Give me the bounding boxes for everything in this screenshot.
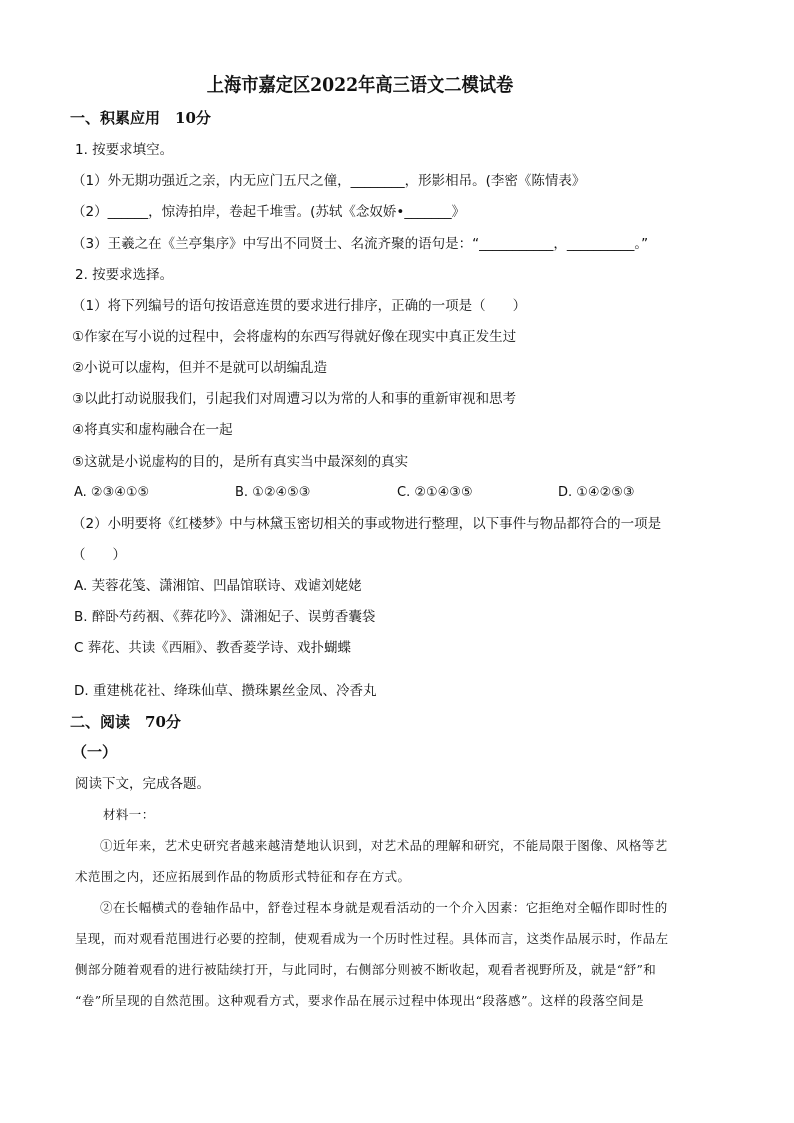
material-line-6: “卷”所呈现的自然范围。这种观看方式，要求作品在展示过程中体现出“段落感”。这样的段落空间是 (75, 993, 644, 1008)
question-2-2-option-a: A. 芙蓉花笺、潇湘馆、凹晶馆联诗、戏谑刘姥姥 (74, 578, 362, 594)
question-2-1-option-d: D. ①④②⑤③ (558, 485, 635, 500)
material-line-5: 侧部分随着观看的进行被陆续打开，与此同时，右侧部分则被不断收起，观看者视野所及，就是“舒”和 (75, 962, 657, 977)
material-line-2: 术范围之内，还应拓展到作品的物质形式特征和存在方式。 (75, 869, 411, 884)
question-1-prompt: 1. 按要求填空。 (75, 142, 174, 158)
question-2-2-stem: （2）小明要将《红楼梦》中与林黛玉密切相关的事或物进行整理，以下事件与物品都符合的一项是 (72, 516, 662, 532)
sentence-1: ①作家在写小说的过程中，会将虚构的东西写得就好像在现实中真正发生过 (72, 329, 517, 345)
section-heading-accumulation: 一、积累应用 10分 (70, 109, 211, 127)
material-label: 材料一： (103, 807, 155, 822)
material-line-3: ②在长幅横式的卷轴作品中，舒卷过程本身就是观看活动的一个介入因素：它拒绝对全幅作即时性的 (100, 900, 668, 915)
sentence-5: ⑤这就是小说虚构的目的，是所有真实当中最深刻的真实 (72, 454, 409, 470)
material-line-4: 呈现，而对观看范围进行必要的控制，使观看成为一个历时性过程。具体而言，这类作品展示时，作品左 (75, 931, 669, 946)
reading-part-one: （一） (72, 743, 118, 761)
question-2-prompt: 2. 按要求选择。 (75, 267, 174, 283)
question-2-1-option-c: C. ②①④③⑤ (397, 485, 473, 500)
question-1-item-3: （3）王羲之在《兰亭集序》中写出不同贤士、名流齐聚的语句是：“___________，__________。” (72, 236, 649, 252)
section-heading-reading: 二、阅读 70分 (70, 713, 181, 731)
question-2-1-option-b: B. ①②④⑤③ (235, 485, 311, 500)
question-2-2-paren: （ ） (72, 547, 126, 563)
question-2-2-option-c: C 葬花、共读《西厢》、教香菱学诗、戏扑蝴蝶 (74, 640, 351, 656)
question-2-2-option-b: B. 醉卧芍药裀、《葬花吟》、潇湘妃子、误剪香囊袋 (74, 609, 376, 625)
material-line-1: ①近年来，艺术史研究者越来越清楚地认识到，对艺术品的理解和研究，不能局限于图像、风格等艺 (100, 838, 668, 853)
reading-instruction: 阅读下文，完成各题。 (75, 776, 210, 792)
question-1-item-2: （2）______，惊涛拍岸，卷起千堆雪。(苏轼《念奴娇•_______》 (72, 204, 466, 220)
sentence-4: ④将真实和虚构融合在一起 (72, 422, 233, 438)
sentence-2: ②小说可以虚构，但并不是就可以胡编乱造 (72, 360, 328, 376)
question-2-1-stem: （1）将下列编号的语句按语意连贯的要求进行排序，正确的一项是（ ） (72, 298, 527, 314)
page-title: 上海市嘉定区2022年高三语文二模试卷 (206, 74, 514, 96)
question-2-2-option-d: D. 重建桃花社、绛珠仙草、攒珠累丝金凤、冷香丸 (74, 683, 377, 699)
question-1-item-1: （1）外无期功强近之亲，内无应门五尺之僮，________，形影相吊。(李密《陈情表》 (72, 173, 586, 189)
question-2-1-option-a: A. ②③④①⑤ (74, 485, 150, 500)
sentence-3: ③以此打动说服我们，引起我们对周遭习以为常的人和事的重新审视和思考 (72, 391, 517, 407)
